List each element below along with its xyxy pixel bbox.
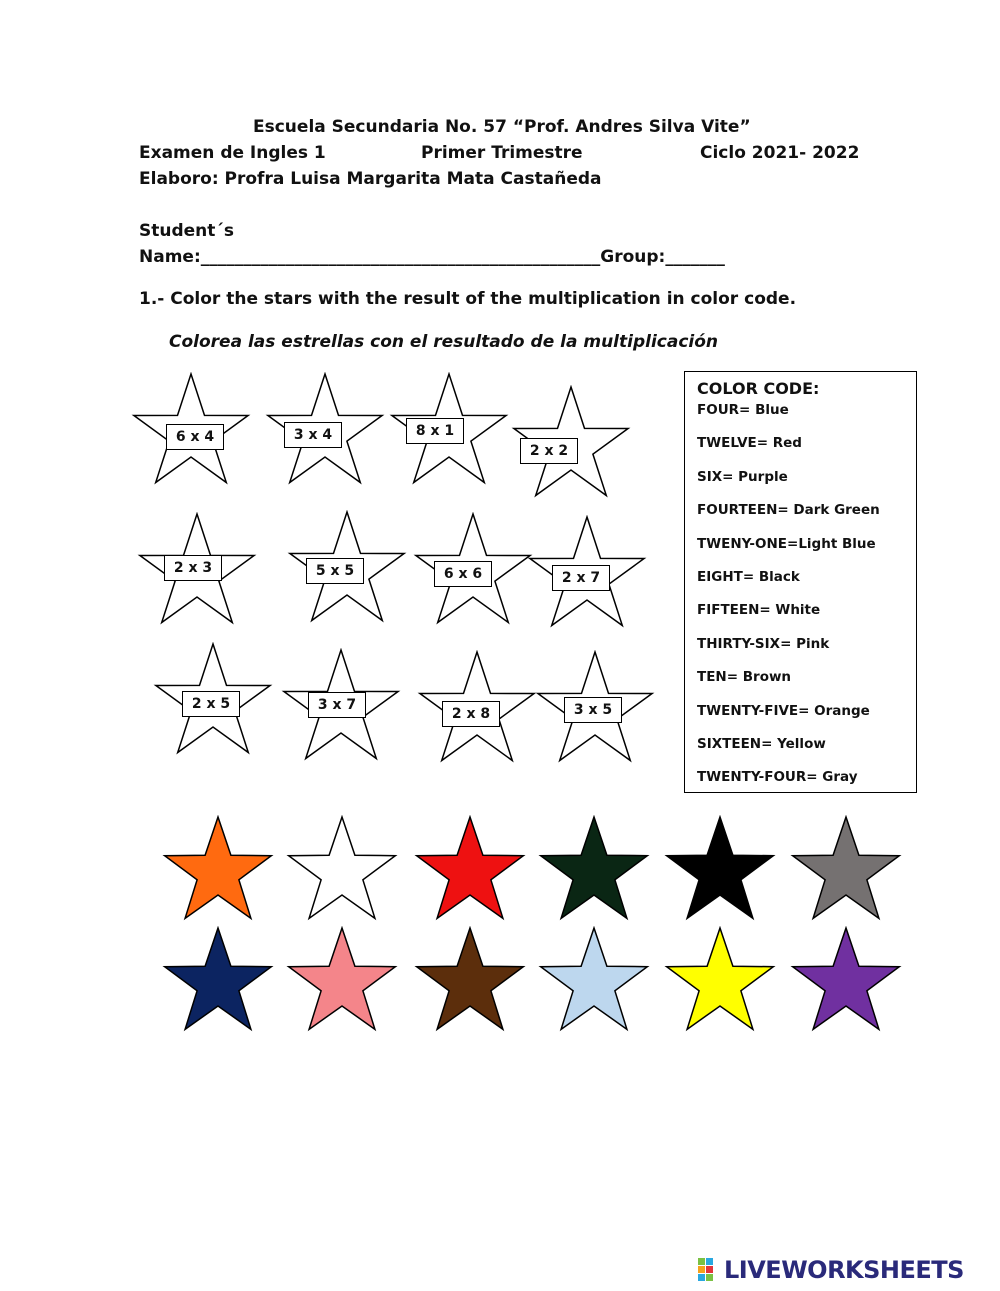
instruction-english: 1.- Color the stars with the result of the multiplication in color code. [139, 289, 797, 309]
multiplication-label: 2 x 3 [164, 555, 222, 581]
multiplication-label: 6 x 6 [434, 561, 492, 587]
color-star-icon [790, 815, 905, 925]
color-star-icon [664, 815, 779, 925]
color-star-icon [790, 926, 905, 1036]
color-code-item: EIGHT= Black [697, 569, 800, 585]
term-label: Primer Trimestre [421, 143, 583, 163]
multiplication-star[interactable] [508, 385, 638, 500]
multiplication-label: 2 x 7 [552, 565, 610, 591]
color-star-icon [162, 815, 277, 925]
exam-title: Examen de Ingles 1 [139, 143, 326, 163]
color-star-icon [414, 815, 529, 925]
multiplication-star[interactable] [386, 372, 516, 487]
multiplication-star[interactable] [278, 648, 408, 763]
color-code-item: TWENTY-FIVE= Orange [697, 702, 870, 719]
name-group-line[interactable]: Name:_______________________________________________Group:_______ [139, 247, 725, 267]
multiplication-label: 6 x 4 [166, 424, 224, 450]
multiplication-label: 8 x 1 [406, 418, 464, 444]
color-code-item: FOURTEEN= Dark Green [697, 502, 880, 519]
color-code-item: FOUR= Blue [697, 402, 789, 418]
color-star-icon [664, 926, 779, 1036]
color-code-item: TWELVE= Red [697, 435, 802, 452]
color-code-title: COLOR CODE: [697, 379, 820, 398]
color-star-icon [286, 926, 401, 1036]
multiplication-star[interactable] [524, 515, 654, 630]
multiplication-star[interactable] [410, 512, 540, 627]
multiplication-label: 3 x 4 [284, 422, 342, 448]
multiplication-star[interactable] [128, 372, 258, 487]
multiplication-star[interactable] [150, 642, 280, 757]
color-code-item: TWENY-ONE=Light Blue [697, 535, 876, 552]
multiplication-label: 2 x 2 [520, 438, 578, 464]
color-code-item: TEN= Brown [697, 669, 792, 686]
color-star-icon [414, 926, 529, 1036]
color-code-item: TWENTY-FOUR= Gray [697, 769, 858, 786]
color-star-icon [538, 815, 653, 925]
student-label: Student´s [139, 221, 235, 241]
multiplication-star[interactable] [532, 650, 662, 765]
multiplication-star[interactable] [284, 510, 414, 625]
color-star-icon [162, 926, 277, 1036]
multiplication-label: 3 x 7 [308, 692, 366, 718]
color-code-box [684, 371, 917, 793]
cycle-label: Ciclo 2021- 2022 [700, 143, 860, 163]
instruction-spanish: Colorea las estrellas con el resultado de la multiplicación [169, 332, 719, 352]
author-label: Elaboro: Profra Luisa Margarita Mata Castañeda [139, 169, 602, 189]
multiplication-star[interactable] [134, 512, 264, 627]
color-code-item: SIXTEEN= Yellow [697, 736, 826, 752]
color-code-item: FIFTEEN= White [697, 602, 821, 619]
multiplication-label: 3 x 5 [564, 697, 622, 723]
multiplication-label: 2 x 8 [442, 701, 500, 727]
color-code-item: THIRTY-SIX= Pink [697, 635, 830, 652]
color-star-icon [286, 815, 401, 925]
multiplication-label: 2 x 5 [182, 691, 240, 717]
school-name: Escuela Secundaria No. 57 “Prof. Andres Silva Vite” [253, 117, 751, 137]
multiplication-star[interactable] [262, 372, 392, 487]
color-star-icon [538, 926, 653, 1036]
liveworksheets-logo-icon [698, 1258, 722, 1282]
multiplication-label: 5 x 5 [306, 558, 364, 584]
multiplication-star[interactable] [414, 650, 544, 765]
color-code-item: SIX= Purple [697, 468, 788, 485]
liveworksheets-logo-text: LIVEWORKSHEETS [724, 1256, 964, 1284]
